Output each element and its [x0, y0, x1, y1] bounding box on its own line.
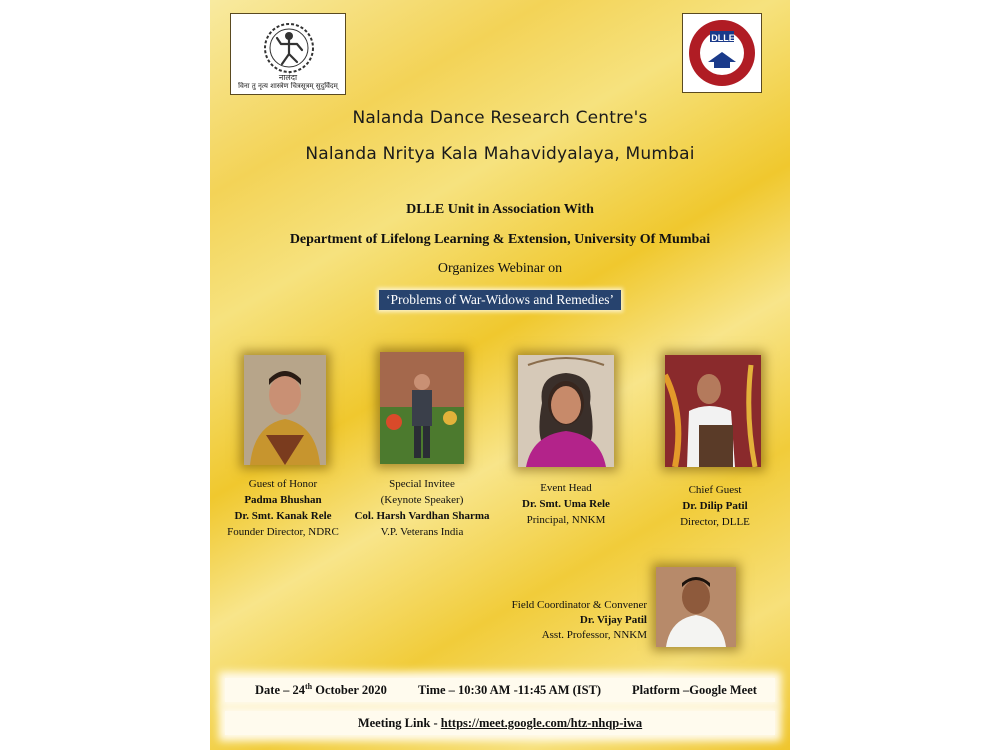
photo-vijay-patil	[656, 567, 736, 647]
guest-1-title: Padma Bhushan	[244, 494, 322, 506]
photo-harsh-vardhan-sharma	[380, 352, 464, 464]
guest-4-designation: Director, DLLE	[680, 516, 750, 528]
topic-wrapper	[210, 290, 790, 310]
title-line-2: Nalanda Nritya Kala Mahavidyalaya, Mumbai	[305, 144, 695, 164]
meeting-link-text	[358, 716, 642, 731]
guest-2-name: Col. Harsh Vardhan Sharma	[354, 510, 490, 522]
guest-dilip-patil	[645, 482, 785, 530]
guest-uma-rele	[496, 480, 636, 528]
coordinator-block	[512, 598, 647, 643]
date-suffix: October 2020	[312, 683, 387, 698]
guest-3-name: Dr. Smt. Uma Rele	[522, 498, 610, 510]
logo-left-caption: विना तु नृत्य शास्त्रेण चित्रसूत्रम् सुदुर्विदम्	[238, 82, 338, 90]
event-details-banner	[225, 678, 775, 702]
guest-1-name: Dr. Smt. Kanak Rele	[234, 510, 332, 522]
guest-1-designation: Founder Director, NDRC	[227, 526, 339, 538]
intro-line-3: Organizes Webinar on	[437, 261, 563, 276]
title-line-1: Nalanda Dance Research Centre's	[352, 108, 648, 128]
event-platform: Platform –Google Meet	[632, 682, 757, 697]
guest-2-role: Special Invitee	[389, 478, 455, 490]
coordinator-name: Dr. Vijay Patil	[579, 614, 647, 626]
coordinator-role: Field Coordinator & Convener	[511, 599, 647, 611]
guest-4-role: Chief Guest	[688, 484, 742, 496]
guest-3-designation: Principal, NNKM	[526, 514, 606, 526]
photo-uma-rele	[518, 355, 614, 467]
coordinator-designation: Asst. Professor, NNKM	[541, 629, 647, 641]
photo-dilip-patil	[665, 355, 761, 467]
event-time: Time – 10:30 AM -11:45 AM (IST)	[418, 682, 602, 697]
guest-2-designation: V.P. Veterans India	[380, 526, 464, 538]
guest-harsh-vardhan-sharma	[352, 476, 492, 540]
nalanda-logo	[230, 13, 346, 95]
meeting-link-label: Meeting Link -	[357, 715, 441, 730]
webinar-topic: ‘Problems of War-Widows and Remedies’	[379, 290, 621, 310]
guest-kanak-rele	[213, 476, 353, 540]
logo-left-label: नालंदा	[278, 73, 298, 82]
meeting-link-banner	[225, 711, 775, 735]
dlle-logo-text: DLLE	[711, 33, 735, 43]
dlle-logo	[682, 13, 762, 93]
intro-line-1: DLLE Unit in Association With	[406, 202, 594, 217]
guest-1-role: Guest of Honor	[248, 478, 318, 490]
date-superscript: th	[305, 681, 313, 691]
webinar-poster	[210, 0, 790, 750]
guest-4-name: Dr. Dilip Patil	[682, 500, 748, 512]
photo-kanak-rele	[244, 355, 326, 465]
meeting-link-url[interactable]: https://meet.google.com/htz-nhqp-iwa	[440, 715, 643, 730]
guest-3-role: Event Head	[540, 482, 592, 494]
intro-line-2: Department of Lifelong Learning & Extension, University Of Mumbai	[289, 232, 711, 247]
guest-2-subrole: (Keynote Speaker)	[380, 494, 464, 506]
date-prefix: Date – 24	[255, 683, 305, 698]
event-date	[255, 682, 387, 698]
dlle-seal-icon	[683, 14, 763, 94]
